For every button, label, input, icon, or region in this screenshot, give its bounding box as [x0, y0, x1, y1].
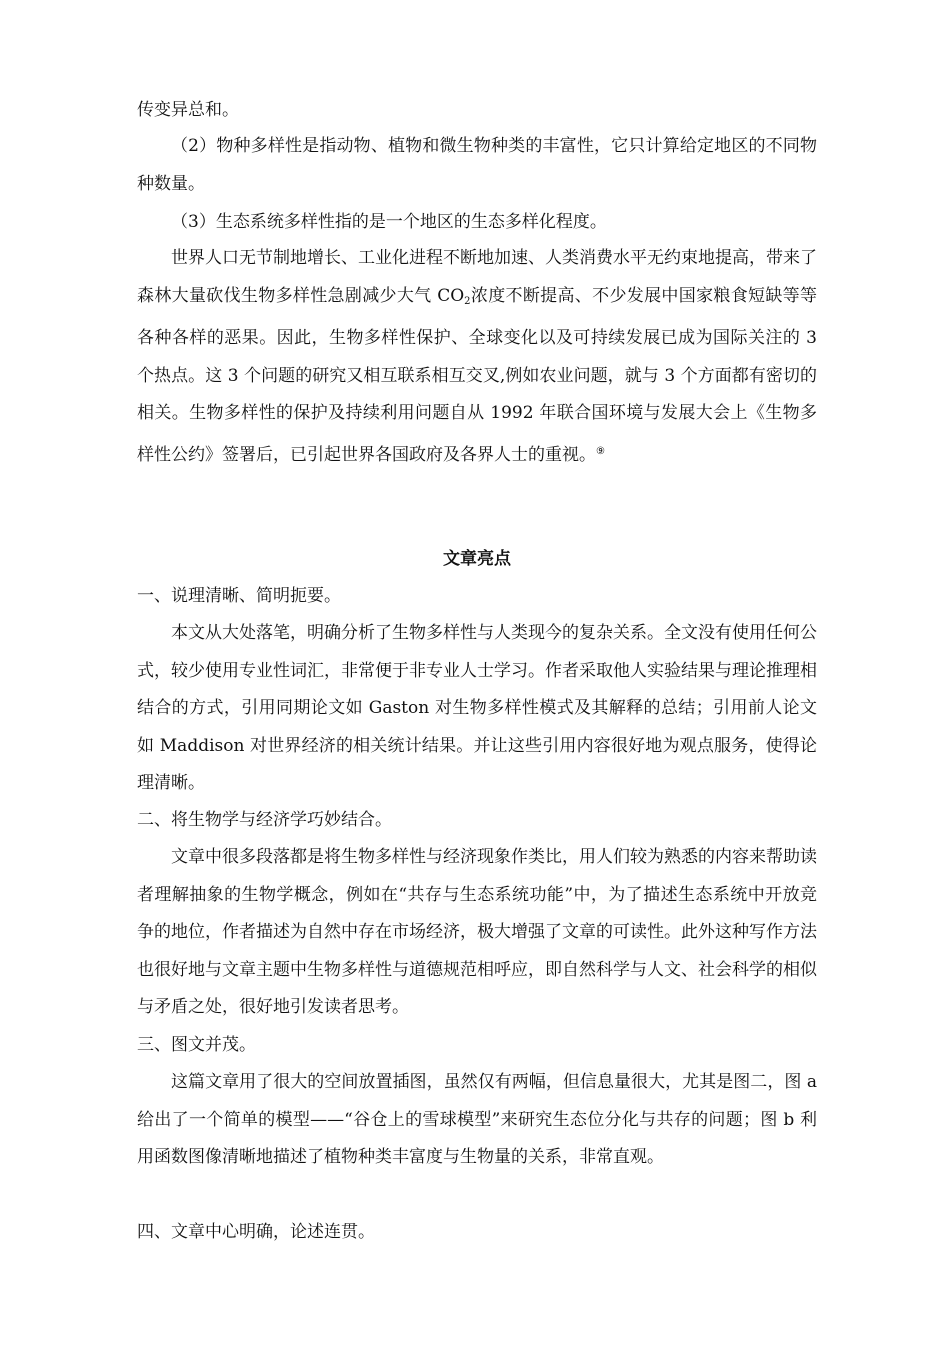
world-paragraph: [137, 240, 817, 475]
co2-subscript: 2: [464, 295, 471, 307]
footnote-marker: ⑨: [596, 445, 605, 457]
point-1-body: 本文从大处落笔，明确分析了生物多样性与人类现今的复杂关系。全文没有使用任何公式，较少使用专业性词汇，非常便于非专业人士学习。作者采取他人实验结果与理论推理相结合的方式，引用同期论文如 Gaston 对生物多样性模式及其解释的总结；引用前人论文如 Maddison 对世界经济的相关统计结果。并让这些引用内容很好地为观点服务，使得论理清晰。: [137, 623, 817, 794]
continuation-text: 传变异总和。: [137, 100, 239, 120]
point-2-body: 文章中很多段落都是将生物多样性与经济现象作类比，用人们较为熟悉的内容来帮助读者理解抽象的生物学概念，例如在“共存与生态系统功能”中，为了描述生态系统中开放竞争的地位，作者描述为自然中存在市场经济，极大增强了文章的可读性。此外这种写作方法也很好地与文章主题中生物多样性与道德规范相呼应，即自然科学与人文、社会科学的相似与矛盾之处，很好地引发读者思考。: [137, 847, 817, 1018]
world-paragraph-part2: 浓度不断提高、不少发展中国家粮食短缺等等各种各样的恶果。因此，生物多样性保护、全球变化以及可持续发展已成为国际关注的 3 个热点。这 3 个问题的研究又相互联系相互交叉,例如农业问题，就与 3 个方面都有密切的相关。生物多样性的保护及持续利用问题自从 1992 年联合国环境与发展大会上《生物多样性公约》签署后，已引起世界各国政府及各界人士的重视。: [137, 285, 818, 465]
point-3-body: 这篇文章用了很大的空间放置插图，虽然仅有两幅，但信息量很大，尤其是图二，图 a 给出了一个简单的模型——“谷仓上的雪球模型”来研究生态位分化与共存的问题；图 b 利用函数图像清晰地描述了植物种类丰富度与生物量的关系，非常直观。: [137, 1072, 817, 1168]
item-2-paragraph: （2）物种多样性是指动物、植物和微生物种类的丰富性，它只计算给定地区的不同物种数量。: [137, 136, 817, 194]
item-3-paragraph: （3）生态系统多样性指的是一个地区的生态多样化程度。: [171, 212, 607, 232]
section-title: 文章亮点: [443, 549, 511, 569]
point-4-title: 四、文章中心明确，论述连贯。: [137, 1222, 375, 1242]
point-2-title: 二、将生物学与经济学巧妙结合。: [137, 810, 392, 830]
world-paragraph-part1: 世界人口无节制地增长、工业化进程不断地加速、人类消费水平无约束地提高，带来了森林大量砍伐生物多样性急剧减少大气 CO: [137, 248, 817, 306]
point-3-title: 三、图文并茂。: [137, 1035, 256, 1055]
point-1-title: 一、说理清晰、简明扼要。: [137, 586, 341, 606]
